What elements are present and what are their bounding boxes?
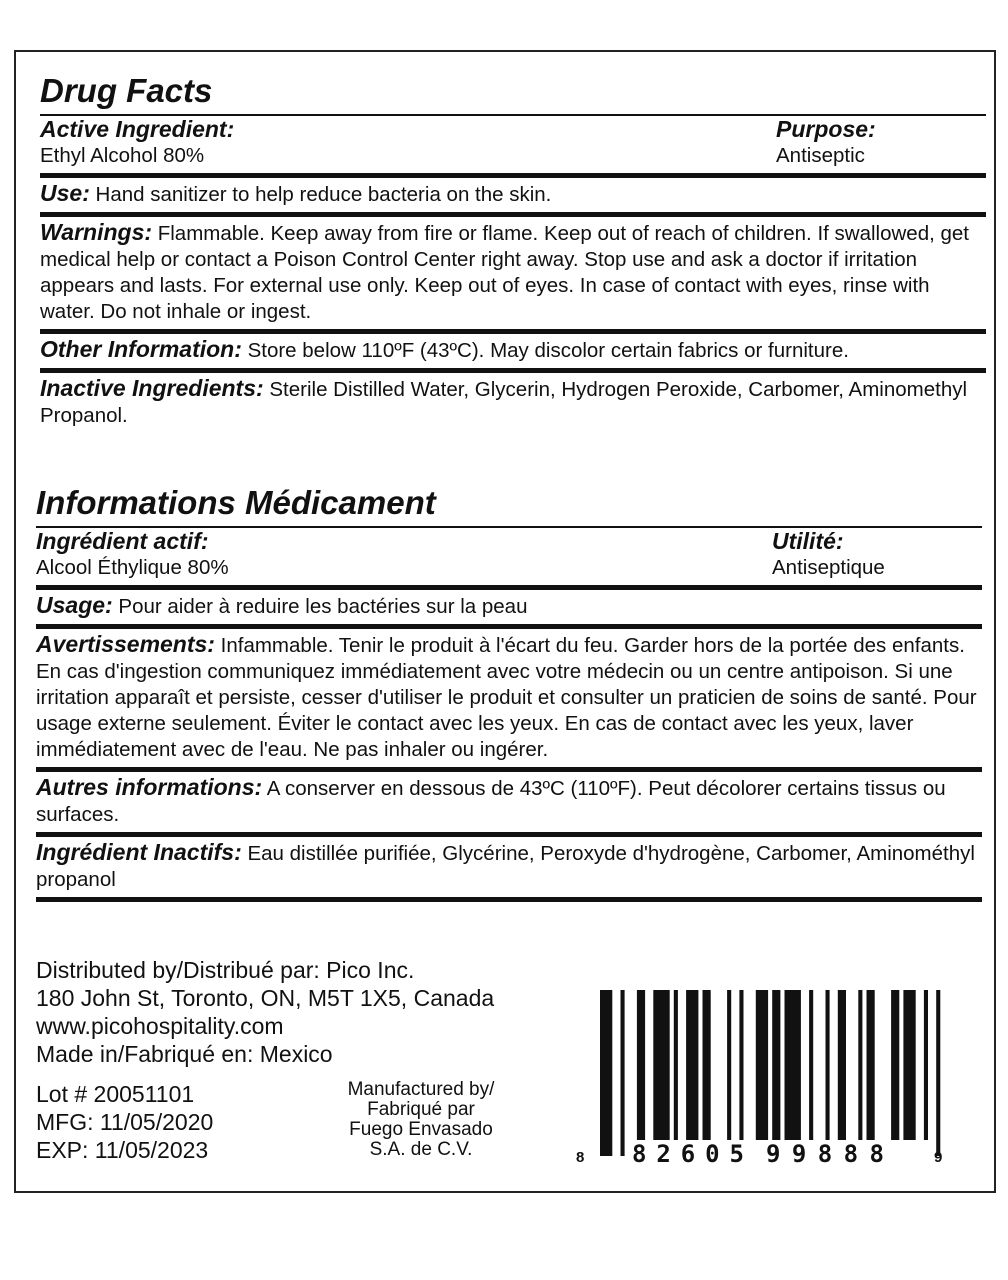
barcode-bar — [785, 990, 801, 1140]
mfg-date: MFG: 11/05/2020 — [36, 1109, 214, 1135]
barcode-digits-right: 99888 — [766, 1140, 884, 1168]
barcode-bar — [739, 990, 743, 1140]
fr-active-ingredient-value: Alcool Éthylique 80% — [36, 556, 229, 579]
drug-facts-section-en — [40, 72, 986, 433]
fr-inactive-ingredients-text: Eau distillée purifiée, Glycérine, Peroxyde d'hydrogène, Carbomer, Aminométhyl propanol — [36, 842, 975, 891]
barcode-bar — [936, 990, 940, 1156]
barcode-bar — [858, 990, 862, 1140]
barcode-bar — [924, 990, 928, 1140]
fr-use-heading: Usage: — [36, 592, 113, 618]
exp-date: EXP: 11/05/2023 — [36, 1137, 209, 1163]
barcode-bar — [674, 990, 678, 1140]
active-ingredient-heading: Active Ingredient: — [40, 116, 235, 142]
active-ingredient-value: Ethyl Alcohol 80% — [40, 144, 205, 167]
barcode-bar — [653, 990, 669, 1140]
fr-purpose-value: Antiseptique — [772, 556, 885, 579]
barcode-bar — [826, 990, 830, 1140]
manufacturer-block — [306, 1080, 536, 1160]
inactive-ingredients-heading: Inactive Ingredients: — [40, 375, 264, 401]
distributor-block — [36, 956, 596, 1068]
manufacturer-line: Fabriqué par — [367, 1099, 475, 1120]
other-information-heading: Other Information: — [40, 336, 242, 362]
distributed-by: Distributed by/Distribué par: Pico Inc. — [36, 957, 415, 983]
fr-active-ingredient-heading: Ingrédient actif: — [36, 528, 209, 554]
barcode-bar — [809, 990, 813, 1140]
website: www.picohospitality.com — [36, 1013, 284, 1039]
made-in: Made in/Fabriqué en: Mexico — [36, 1041, 333, 1067]
inactive-ingredients-text: Sterile Distilled Water, Glycerin, Hydrogen Peroxide, Carbomer, Aminomethyl Propanol. — [40, 378, 968, 427]
barcode-bar — [600, 990, 612, 1156]
fr-other-information-section — [36, 772, 982, 832]
fr-warnings-section — [36, 629, 982, 767]
barcode-bars — [600, 990, 940, 1156]
active-ingredient-row — [40, 116, 986, 173]
barcode — [576, 990, 958, 1170]
barcode-bar — [903, 990, 915, 1140]
fr-use-text: Pour aider à reduire les bactéries sur la peau — [112, 595, 528, 618]
drug-facts-section-fr — [36, 484, 982, 902]
barcode-bar — [838, 990, 846, 1140]
fr-other-information-text: A conserver en dessous de 43ºC (110ºF). Peut décolorer certains tissus ou surfaces. — [36, 777, 946, 826]
manufacturer-line: Manufactured by/ — [347, 1079, 495, 1100]
manufacturer-line: Fuego Envasado — [349, 1119, 493, 1140]
barcode-left-digit: 8 — [576, 1149, 585, 1166]
other-information-section — [40, 334, 986, 368]
barcode-bar — [727, 990, 731, 1140]
divider — [36, 897, 982, 902]
inactive-ingredients-section — [40, 373, 986, 433]
barcode-right-digit: 9 — [934, 1149, 943, 1166]
address: 180 John St, Toronto, ON, M5T 1X5, Canada — [36, 985, 495, 1011]
warnings-section — [40, 217, 986, 329]
fr-active-ingredient-row — [36, 528, 982, 585]
fr-use-section — [36, 590, 982, 624]
fr-warnings-text: Infammable. Tenir le produit à l'écart du feu. Garder hors de la portée des enfants. En cas d'ingestion communiquez immédiatement avec votre médecin ou un centre antipoison. Si une irritation apparaît et persiste, cesser d'utiliser le produit et consulter un praticien de soins de santé. Pour usage externe seulement. Éviter le contact avec les yeux. En cas de contact avec les yeux, laver immédiatement avec de l'eau. Ne pas inhaler ou ingérer. — [36, 634, 977, 761]
use-section — [40, 178, 986, 212]
barcode-bar — [686, 990, 698, 1140]
warnings-heading: Warnings: — [40, 219, 153, 245]
fr-warnings-heading: Avertissements: — [36, 631, 215, 657]
warnings-text: Flammable. Keep away from fire or flame. Keep out of reach of children. If swallowed, get medical help or contact a Poison Control Center right away. Stop use and ask a doctor if irritation appears and lasts. For external use only. Keep out of eyes. In case of contact with eyes, rinse with water. Do not inhale or ingest. — [40, 222, 969, 323]
use-text: Hand sanitizer to help reduce bacteria on the skin. — [89, 183, 552, 206]
barcode-bar — [621, 990, 625, 1156]
barcode-bar — [703, 990, 711, 1140]
manufacturer-line: S.A. de C.V. — [369, 1139, 473, 1160]
purpose-value: Antiseptic — [776, 144, 865, 167]
barcode-bar — [867, 990, 875, 1140]
barcode-bar — [637, 990, 645, 1140]
purpose-heading: Purpose: — [776, 116, 876, 142]
fr-other-information-heading: Autres informations: — [36, 774, 263, 800]
drug-facts-title: Drug Facts — [40, 72, 213, 109]
other-information-text: Store below 110ºF (43ºC). May discolor certain fabrics or furniture. — [241, 339, 849, 362]
barcode-digits-left: 82605 — [632, 1140, 744, 1168]
fr-title: Informations Médicament — [36, 484, 436, 521]
fr-purpose-heading: Utilité: — [772, 528, 844, 554]
lot-number: Lot # 20051101 — [36, 1081, 195, 1107]
barcode-bar — [891, 990, 899, 1140]
barcode-bar — [772, 990, 780, 1140]
lot-block — [36, 1080, 296, 1164]
use-heading: Use: — [40, 180, 90, 206]
barcode-bar — [756, 990, 768, 1140]
fr-inactive-ingredients-heading: Ingrédient Inactifs: — [36, 839, 242, 865]
fr-inactive-ingredients-section — [36, 837, 982, 897]
